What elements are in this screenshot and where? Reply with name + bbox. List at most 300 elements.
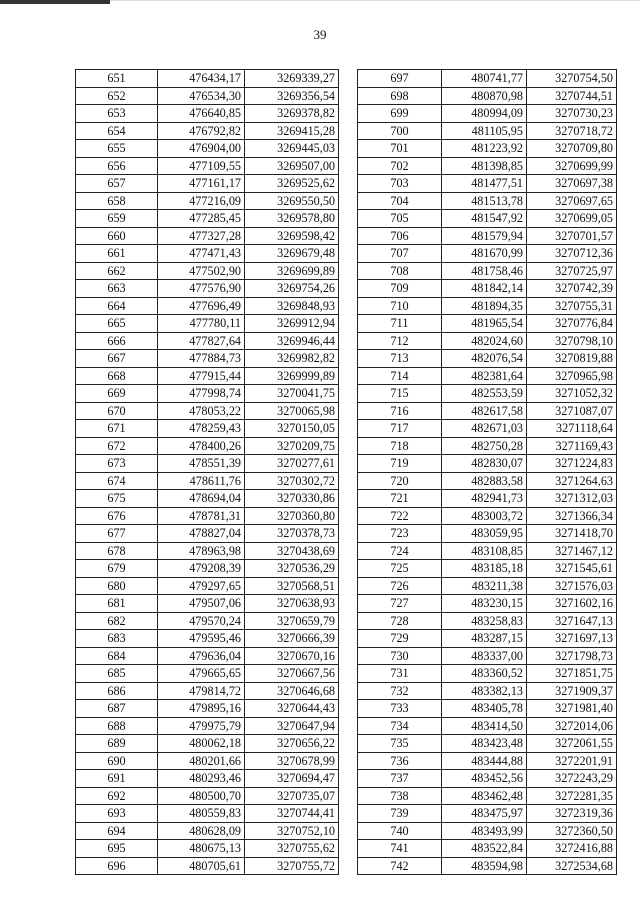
table-row xyxy=(358,612,617,630)
y-coordinate-cell: 3271052,32 xyxy=(527,385,617,403)
y-coordinate-cell: 3271576,03 xyxy=(527,577,617,595)
table-row xyxy=(358,630,617,648)
y-coordinate-cell: 3272281,35 xyxy=(527,787,617,805)
table-row xyxy=(358,455,617,473)
x-coordinate-cell: 478963,98 xyxy=(158,542,245,560)
table-row xyxy=(76,840,339,858)
y-coordinate-cell: 3270965,98 xyxy=(527,367,617,385)
point-number-cell: 685 xyxy=(76,665,158,683)
table-row xyxy=(358,175,617,193)
point-number-cell: 710 xyxy=(358,297,442,315)
y-coordinate-cell: 3271169,43 xyxy=(527,437,617,455)
point-number-cell: 675 xyxy=(76,490,158,508)
y-coordinate-cell: 3270697,38 xyxy=(527,175,617,193)
x-coordinate-cell: 480675,13 xyxy=(158,840,245,858)
y-coordinate-cell: 3271264,63 xyxy=(527,472,617,490)
point-number-cell: 699 xyxy=(358,105,442,123)
x-coordinate-cell: 481894,35 xyxy=(442,297,527,315)
table-row xyxy=(76,280,339,298)
point-number-cell: 716 xyxy=(358,402,442,420)
x-coordinate-cell: 483444,88 xyxy=(442,752,527,770)
table-row xyxy=(76,700,339,718)
point-number-cell: 652 xyxy=(76,87,158,105)
table-row xyxy=(76,647,339,665)
point-number-cell: 666 xyxy=(76,332,158,350)
point-number-cell: 742 xyxy=(358,857,442,875)
x-coordinate-cell: 477696,49 xyxy=(158,297,245,315)
table-row xyxy=(358,840,617,858)
y-coordinate-cell: 3270277,61 xyxy=(245,455,339,473)
x-coordinate-cell: 482617,58 xyxy=(442,402,527,420)
point-number-cell: 728 xyxy=(358,612,442,630)
table-row xyxy=(76,262,339,280)
y-coordinate-cell: 3270438,69 xyxy=(245,542,339,560)
x-coordinate-cell: 478259,43 xyxy=(158,420,245,438)
y-coordinate-cell: 3269507,00 xyxy=(245,157,339,175)
x-coordinate-cell: 477576,90 xyxy=(158,280,245,298)
y-coordinate-cell: 3269378,82 xyxy=(245,105,339,123)
y-coordinate-cell: 3271545,61 xyxy=(527,560,617,578)
point-number-cell: 734 xyxy=(358,717,442,735)
y-coordinate-cell: 3270659,79 xyxy=(245,612,339,630)
point-number-cell: 720 xyxy=(358,472,442,490)
table-row xyxy=(76,332,339,350)
point-number-cell: 672 xyxy=(76,437,158,455)
x-coordinate-cell: 479570,24 xyxy=(158,612,245,630)
table-row xyxy=(76,752,339,770)
table-row xyxy=(358,122,617,140)
table-row xyxy=(358,665,617,683)
y-coordinate-cell: 3270699,99 xyxy=(527,157,617,175)
x-coordinate-cell: 483522,84 xyxy=(442,840,527,858)
table-row xyxy=(358,87,617,105)
table-row xyxy=(358,332,617,350)
point-number-cell: 673 xyxy=(76,455,158,473)
x-coordinate-cell: 479636,04 xyxy=(158,647,245,665)
table-row xyxy=(76,542,339,560)
point-number-cell: 722 xyxy=(358,507,442,525)
table-row xyxy=(358,542,617,560)
point-number-cell: 678 xyxy=(76,542,158,560)
point-number-cell: 661 xyxy=(76,245,158,263)
x-coordinate-cell: 481477,51 xyxy=(442,175,527,193)
x-coordinate-cell: 480870,98 xyxy=(442,87,527,105)
point-number-cell: 667 xyxy=(76,350,158,368)
point-number-cell: 735 xyxy=(358,735,442,753)
table-row xyxy=(76,787,339,805)
point-number-cell: 654 xyxy=(76,122,158,140)
x-coordinate-cell: 483414,50 xyxy=(442,717,527,735)
y-coordinate-cell: 3270755,72 xyxy=(245,857,339,875)
point-number-cell: 674 xyxy=(76,472,158,490)
point-number-cell: 736 xyxy=(358,752,442,770)
point-number-cell: 691 xyxy=(76,770,158,788)
table-row xyxy=(358,140,617,158)
table-row xyxy=(76,560,339,578)
table-row xyxy=(76,805,339,823)
point-number-cell: 663 xyxy=(76,280,158,298)
x-coordinate-cell: 483230,15 xyxy=(442,595,527,613)
x-coordinate-cell: 483185,18 xyxy=(442,560,527,578)
table-row xyxy=(76,157,339,175)
point-number-cell: 723 xyxy=(358,525,442,543)
y-coordinate-cell: 3270730,23 xyxy=(527,105,617,123)
y-coordinate-cell: 3270638,93 xyxy=(245,595,339,613)
point-number-cell: 705 xyxy=(358,210,442,228)
x-coordinate-cell: 481223,92 xyxy=(442,140,527,158)
y-coordinate-cell: 3269578,80 xyxy=(245,210,339,228)
y-coordinate-cell: 3272319,36 xyxy=(527,805,617,823)
table-row xyxy=(358,472,617,490)
table-row xyxy=(76,350,339,368)
x-coordinate-cell: 477827,64 xyxy=(158,332,245,350)
x-coordinate-cell: 479208,39 xyxy=(158,560,245,578)
table-row xyxy=(358,735,617,753)
y-coordinate-cell: 3272534,68 xyxy=(527,857,617,875)
point-number-cell: 713 xyxy=(358,350,442,368)
table-row xyxy=(76,770,339,788)
point-number-cell: 738 xyxy=(358,787,442,805)
table-row xyxy=(358,70,617,88)
table-row xyxy=(358,262,617,280)
point-number-cell: 719 xyxy=(358,455,442,473)
x-coordinate-cell: 481965,54 xyxy=(442,315,527,333)
y-coordinate-cell: 3271087,07 xyxy=(527,402,617,420)
y-coordinate-cell: 3270712,36 xyxy=(527,245,617,263)
x-coordinate-cell: 476640,85 xyxy=(158,105,245,123)
y-coordinate-cell: 3270360,80 xyxy=(245,507,339,525)
y-coordinate-cell: 3270041,75 xyxy=(245,385,339,403)
point-number-cell: 706 xyxy=(358,227,442,245)
scan-edge-mark xyxy=(0,0,110,4)
y-coordinate-cell: 3270670,16 xyxy=(245,647,339,665)
x-coordinate-cell: 477216,09 xyxy=(158,192,245,210)
x-coordinate-cell: 477327,28 xyxy=(158,227,245,245)
point-number-cell: 679 xyxy=(76,560,158,578)
table-row xyxy=(76,227,339,245)
point-number-cell: 651 xyxy=(76,70,158,88)
x-coordinate-cell: 481842,14 xyxy=(442,280,527,298)
y-coordinate-cell: 3269999,89 xyxy=(245,367,339,385)
y-coordinate-cell: 3270656,22 xyxy=(245,735,339,753)
table-row xyxy=(358,350,617,368)
y-coordinate-cell: 3270378,73 xyxy=(245,525,339,543)
y-coordinate-cell: 3269848,93 xyxy=(245,297,339,315)
point-number-cell: 693 xyxy=(76,805,158,823)
point-number-cell: 718 xyxy=(358,437,442,455)
x-coordinate-cell: 477780,11 xyxy=(158,315,245,333)
x-coordinate-cell: 480994,09 xyxy=(442,105,527,123)
y-coordinate-cell: 3271312,03 xyxy=(527,490,617,508)
table-row xyxy=(76,630,339,648)
y-coordinate-cell: 3270209,75 xyxy=(245,437,339,455)
y-coordinate-cell: 3270725,97 xyxy=(527,262,617,280)
point-number-cell: 696 xyxy=(76,857,158,875)
y-coordinate-cell: 3269356,54 xyxy=(245,87,339,105)
table-row xyxy=(358,560,617,578)
point-number-cell: 676 xyxy=(76,507,158,525)
y-coordinate-cell: 3272416,88 xyxy=(527,840,617,858)
x-coordinate-cell: 479507,06 xyxy=(158,595,245,613)
y-coordinate-cell: 3269946,44 xyxy=(245,332,339,350)
table-row xyxy=(358,402,617,420)
y-coordinate-cell: 3270666,39 xyxy=(245,630,339,648)
x-coordinate-cell: 482076,54 xyxy=(442,350,527,368)
point-number-cell: 701 xyxy=(358,140,442,158)
table-row xyxy=(358,752,617,770)
x-coordinate-cell: 483452,56 xyxy=(442,770,527,788)
point-number-cell: 655 xyxy=(76,140,158,158)
y-coordinate-cell: 3270678,99 xyxy=(245,752,339,770)
x-coordinate-cell: 479665,65 xyxy=(158,665,245,683)
y-coordinate-cell: 3269598,42 xyxy=(245,227,339,245)
y-coordinate-cell: 3272061,55 xyxy=(527,735,617,753)
point-number-cell: 694 xyxy=(76,822,158,840)
y-coordinate-cell: 3270694,47 xyxy=(245,770,339,788)
table-row xyxy=(76,402,339,420)
x-coordinate-cell: 483211,38 xyxy=(442,577,527,595)
y-coordinate-cell: 3270699,05 xyxy=(527,210,617,228)
point-number-cell: 712 xyxy=(358,332,442,350)
table-row xyxy=(358,157,617,175)
y-coordinate-cell: 3271467,12 xyxy=(527,542,617,560)
table-row xyxy=(358,787,617,805)
y-coordinate-cell: 3270647,94 xyxy=(245,717,339,735)
point-number-cell: 711 xyxy=(358,315,442,333)
x-coordinate-cell: 477998,74 xyxy=(158,385,245,403)
point-number-cell: 726 xyxy=(358,577,442,595)
x-coordinate-cell: 477884,73 xyxy=(158,350,245,368)
y-coordinate-cell: 3271697,13 xyxy=(527,630,617,648)
x-coordinate-cell: 480293,46 xyxy=(158,770,245,788)
y-coordinate-cell: 3270752,10 xyxy=(245,822,339,840)
table-row xyxy=(76,665,339,683)
x-coordinate-cell: 480628,09 xyxy=(158,822,245,840)
y-coordinate-cell: 3271602,16 xyxy=(527,595,617,613)
point-number-cell: 703 xyxy=(358,175,442,193)
y-coordinate-cell: 3270150,05 xyxy=(245,420,339,438)
point-number-cell: 702 xyxy=(358,157,442,175)
x-coordinate-cell: 483493,99 xyxy=(442,822,527,840)
table-row xyxy=(358,700,617,718)
point-number-cell: 729 xyxy=(358,630,442,648)
x-coordinate-cell: 482941,73 xyxy=(442,490,527,508)
table-row xyxy=(76,857,339,875)
point-number-cell: 741 xyxy=(358,840,442,858)
x-coordinate-cell: 483287,15 xyxy=(442,630,527,648)
point-number-cell: 660 xyxy=(76,227,158,245)
table-row xyxy=(76,437,339,455)
point-number-cell: 680 xyxy=(76,577,158,595)
point-number-cell: 732 xyxy=(358,682,442,700)
point-number-cell: 684 xyxy=(76,647,158,665)
table-row xyxy=(76,105,339,123)
y-coordinate-cell: 3269754,26 xyxy=(245,280,339,298)
x-coordinate-cell: 477915,44 xyxy=(158,367,245,385)
table-row xyxy=(76,420,339,438)
x-coordinate-cell: 479975,79 xyxy=(158,717,245,735)
point-number-cell: 724 xyxy=(358,542,442,560)
point-number-cell: 695 xyxy=(76,840,158,858)
table-row xyxy=(76,192,339,210)
y-coordinate-cell: 3271798,73 xyxy=(527,647,617,665)
x-coordinate-cell: 478611,76 xyxy=(158,472,245,490)
point-number-cell: 730 xyxy=(358,647,442,665)
point-number-cell: 688 xyxy=(76,717,158,735)
x-coordinate-cell: 482750,28 xyxy=(442,437,527,455)
y-coordinate-cell: 3270536,29 xyxy=(245,560,339,578)
point-number-cell: 737 xyxy=(358,770,442,788)
y-coordinate-cell: 3270754,50 xyxy=(527,70,617,88)
x-coordinate-cell: 481398,85 xyxy=(442,157,527,175)
x-coordinate-cell: 479595,46 xyxy=(158,630,245,648)
point-number-cell: 659 xyxy=(76,210,158,228)
point-number-cell: 653 xyxy=(76,105,158,123)
y-coordinate-cell: 3270819,88 xyxy=(527,350,617,368)
x-coordinate-cell: 480559,83 xyxy=(158,805,245,823)
y-coordinate-cell: 3270646,68 xyxy=(245,682,339,700)
y-coordinate-cell: 3269415,28 xyxy=(245,122,339,140)
point-number-cell: 717 xyxy=(358,420,442,438)
table-row xyxy=(76,210,339,228)
x-coordinate-cell: 483337,00 xyxy=(442,647,527,665)
y-coordinate-cell: 3269912,94 xyxy=(245,315,339,333)
table-row xyxy=(358,770,617,788)
x-coordinate-cell: 476904,00 xyxy=(158,140,245,158)
x-coordinate-cell: 483423,48 xyxy=(442,735,527,753)
point-number-cell: 704 xyxy=(358,192,442,210)
x-coordinate-cell: 481670,99 xyxy=(442,245,527,263)
point-number-cell: 725 xyxy=(358,560,442,578)
y-coordinate-cell: 3270302,72 xyxy=(245,472,339,490)
point-number-cell: 665 xyxy=(76,315,158,333)
table-row xyxy=(358,227,617,245)
point-number-cell: 670 xyxy=(76,402,158,420)
x-coordinate-cell: 478053,22 xyxy=(158,402,245,420)
y-coordinate-cell: 3271224,83 xyxy=(527,455,617,473)
x-coordinate-cell: 480062,18 xyxy=(158,735,245,753)
y-coordinate-cell: 3271909,37 xyxy=(527,682,617,700)
x-coordinate-cell: 483594,98 xyxy=(442,857,527,875)
x-coordinate-cell: 482830,07 xyxy=(442,455,527,473)
y-coordinate-cell: 3270776,84 xyxy=(527,315,617,333)
y-coordinate-cell: 3269550,50 xyxy=(245,192,339,210)
point-number-cell: 656 xyxy=(76,157,158,175)
point-number-cell: 677 xyxy=(76,525,158,543)
table-row xyxy=(358,280,617,298)
table-row xyxy=(358,857,617,875)
y-coordinate-cell: 3270744,41 xyxy=(245,805,339,823)
y-coordinate-cell: 3271418,70 xyxy=(527,525,617,543)
x-coordinate-cell: 481547,92 xyxy=(442,210,527,228)
x-coordinate-cell: 481579,94 xyxy=(442,227,527,245)
y-coordinate-cell: 3270755,31 xyxy=(527,297,617,315)
table-row xyxy=(358,105,617,123)
table-row xyxy=(76,70,339,88)
table-row xyxy=(76,385,339,403)
y-coordinate-cell: 3272201,91 xyxy=(527,752,617,770)
table-row xyxy=(76,682,339,700)
coordinates-table-left-body xyxy=(76,70,339,875)
coordinates-table-right xyxy=(357,69,617,875)
table-row xyxy=(76,367,339,385)
table-row xyxy=(76,490,339,508)
table-row xyxy=(358,245,617,263)
x-coordinate-cell: 483475,97 xyxy=(442,805,527,823)
x-coordinate-cell: 476792,82 xyxy=(158,122,245,140)
y-coordinate-cell: 3270065,98 xyxy=(245,402,339,420)
point-number-cell: 687 xyxy=(76,700,158,718)
table-row xyxy=(358,822,617,840)
y-coordinate-cell: 3270701,57 xyxy=(527,227,617,245)
point-number-cell: 714 xyxy=(358,367,442,385)
x-coordinate-cell: 478781,31 xyxy=(158,507,245,525)
point-number-cell: 664 xyxy=(76,297,158,315)
x-coordinate-cell: 482671,03 xyxy=(442,420,527,438)
point-number-cell: 658 xyxy=(76,192,158,210)
page-number: 39 xyxy=(313,27,327,42)
table-row xyxy=(76,612,339,630)
x-coordinate-cell: 478400,26 xyxy=(158,437,245,455)
point-number-cell: 689 xyxy=(76,735,158,753)
point-number-cell: 700 xyxy=(358,122,442,140)
x-coordinate-cell: 476434,17 xyxy=(158,70,245,88)
x-coordinate-cell: 480741,77 xyxy=(442,70,527,88)
table-row xyxy=(76,297,339,315)
x-coordinate-cell: 482381,64 xyxy=(442,367,527,385)
table-row xyxy=(76,472,339,490)
table-row xyxy=(76,122,339,140)
x-coordinate-cell: 479895,16 xyxy=(158,700,245,718)
x-coordinate-cell: 480705,61 xyxy=(158,857,245,875)
point-number-cell: 733 xyxy=(358,700,442,718)
table-row xyxy=(358,367,617,385)
point-number-cell: 709 xyxy=(358,280,442,298)
table-row xyxy=(358,385,617,403)
table-row xyxy=(358,717,617,735)
table-row xyxy=(358,192,617,210)
x-coordinate-cell: 478827,04 xyxy=(158,525,245,543)
table-row xyxy=(358,577,617,595)
x-coordinate-cell: 482024,60 xyxy=(442,332,527,350)
x-coordinate-cell: 481105,95 xyxy=(442,122,527,140)
table-row xyxy=(76,577,339,595)
x-coordinate-cell: 483360,52 xyxy=(442,665,527,683)
point-number-cell: 662 xyxy=(76,262,158,280)
x-coordinate-cell: 483462,48 xyxy=(442,787,527,805)
y-coordinate-cell: 3272014,06 xyxy=(527,717,617,735)
point-number-cell: 692 xyxy=(76,787,158,805)
table-row xyxy=(76,717,339,735)
point-number-cell: 739 xyxy=(358,805,442,823)
table-row xyxy=(76,245,339,263)
x-coordinate-cell: 480201,66 xyxy=(158,752,245,770)
x-coordinate-cell: 477502,90 xyxy=(158,262,245,280)
y-coordinate-cell: 3269445,03 xyxy=(245,140,339,158)
y-coordinate-cell: 3269699,89 xyxy=(245,262,339,280)
point-number-cell: 690 xyxy=(76,752,158,770)
point-number-cell: 686 xyxy=(76,682,158,700)
x-coordinate-cell: 481758,46 xyxy=(442,262,527,280)
table-row xyxy=(76,140,339,158)
x-coordinate-cell: 482883,58 xyxy=(442,472,527,490)
y-coordinate-cell: 3270718,72 xyxy=(527,122,617,140)
y-coordinate-cell: 3269339,27 xyxy=(245,70,339,88)
table-row xyxy=(358,297,617,315)
y-coordinate-cell: 3270735,07 xyxy=(245,787,339,805)
point-number-cell: 669 xyxy=(76,385,158,403)
y-coordinate-cell: 3270697,65 xyxy=(527,192,617,210)
